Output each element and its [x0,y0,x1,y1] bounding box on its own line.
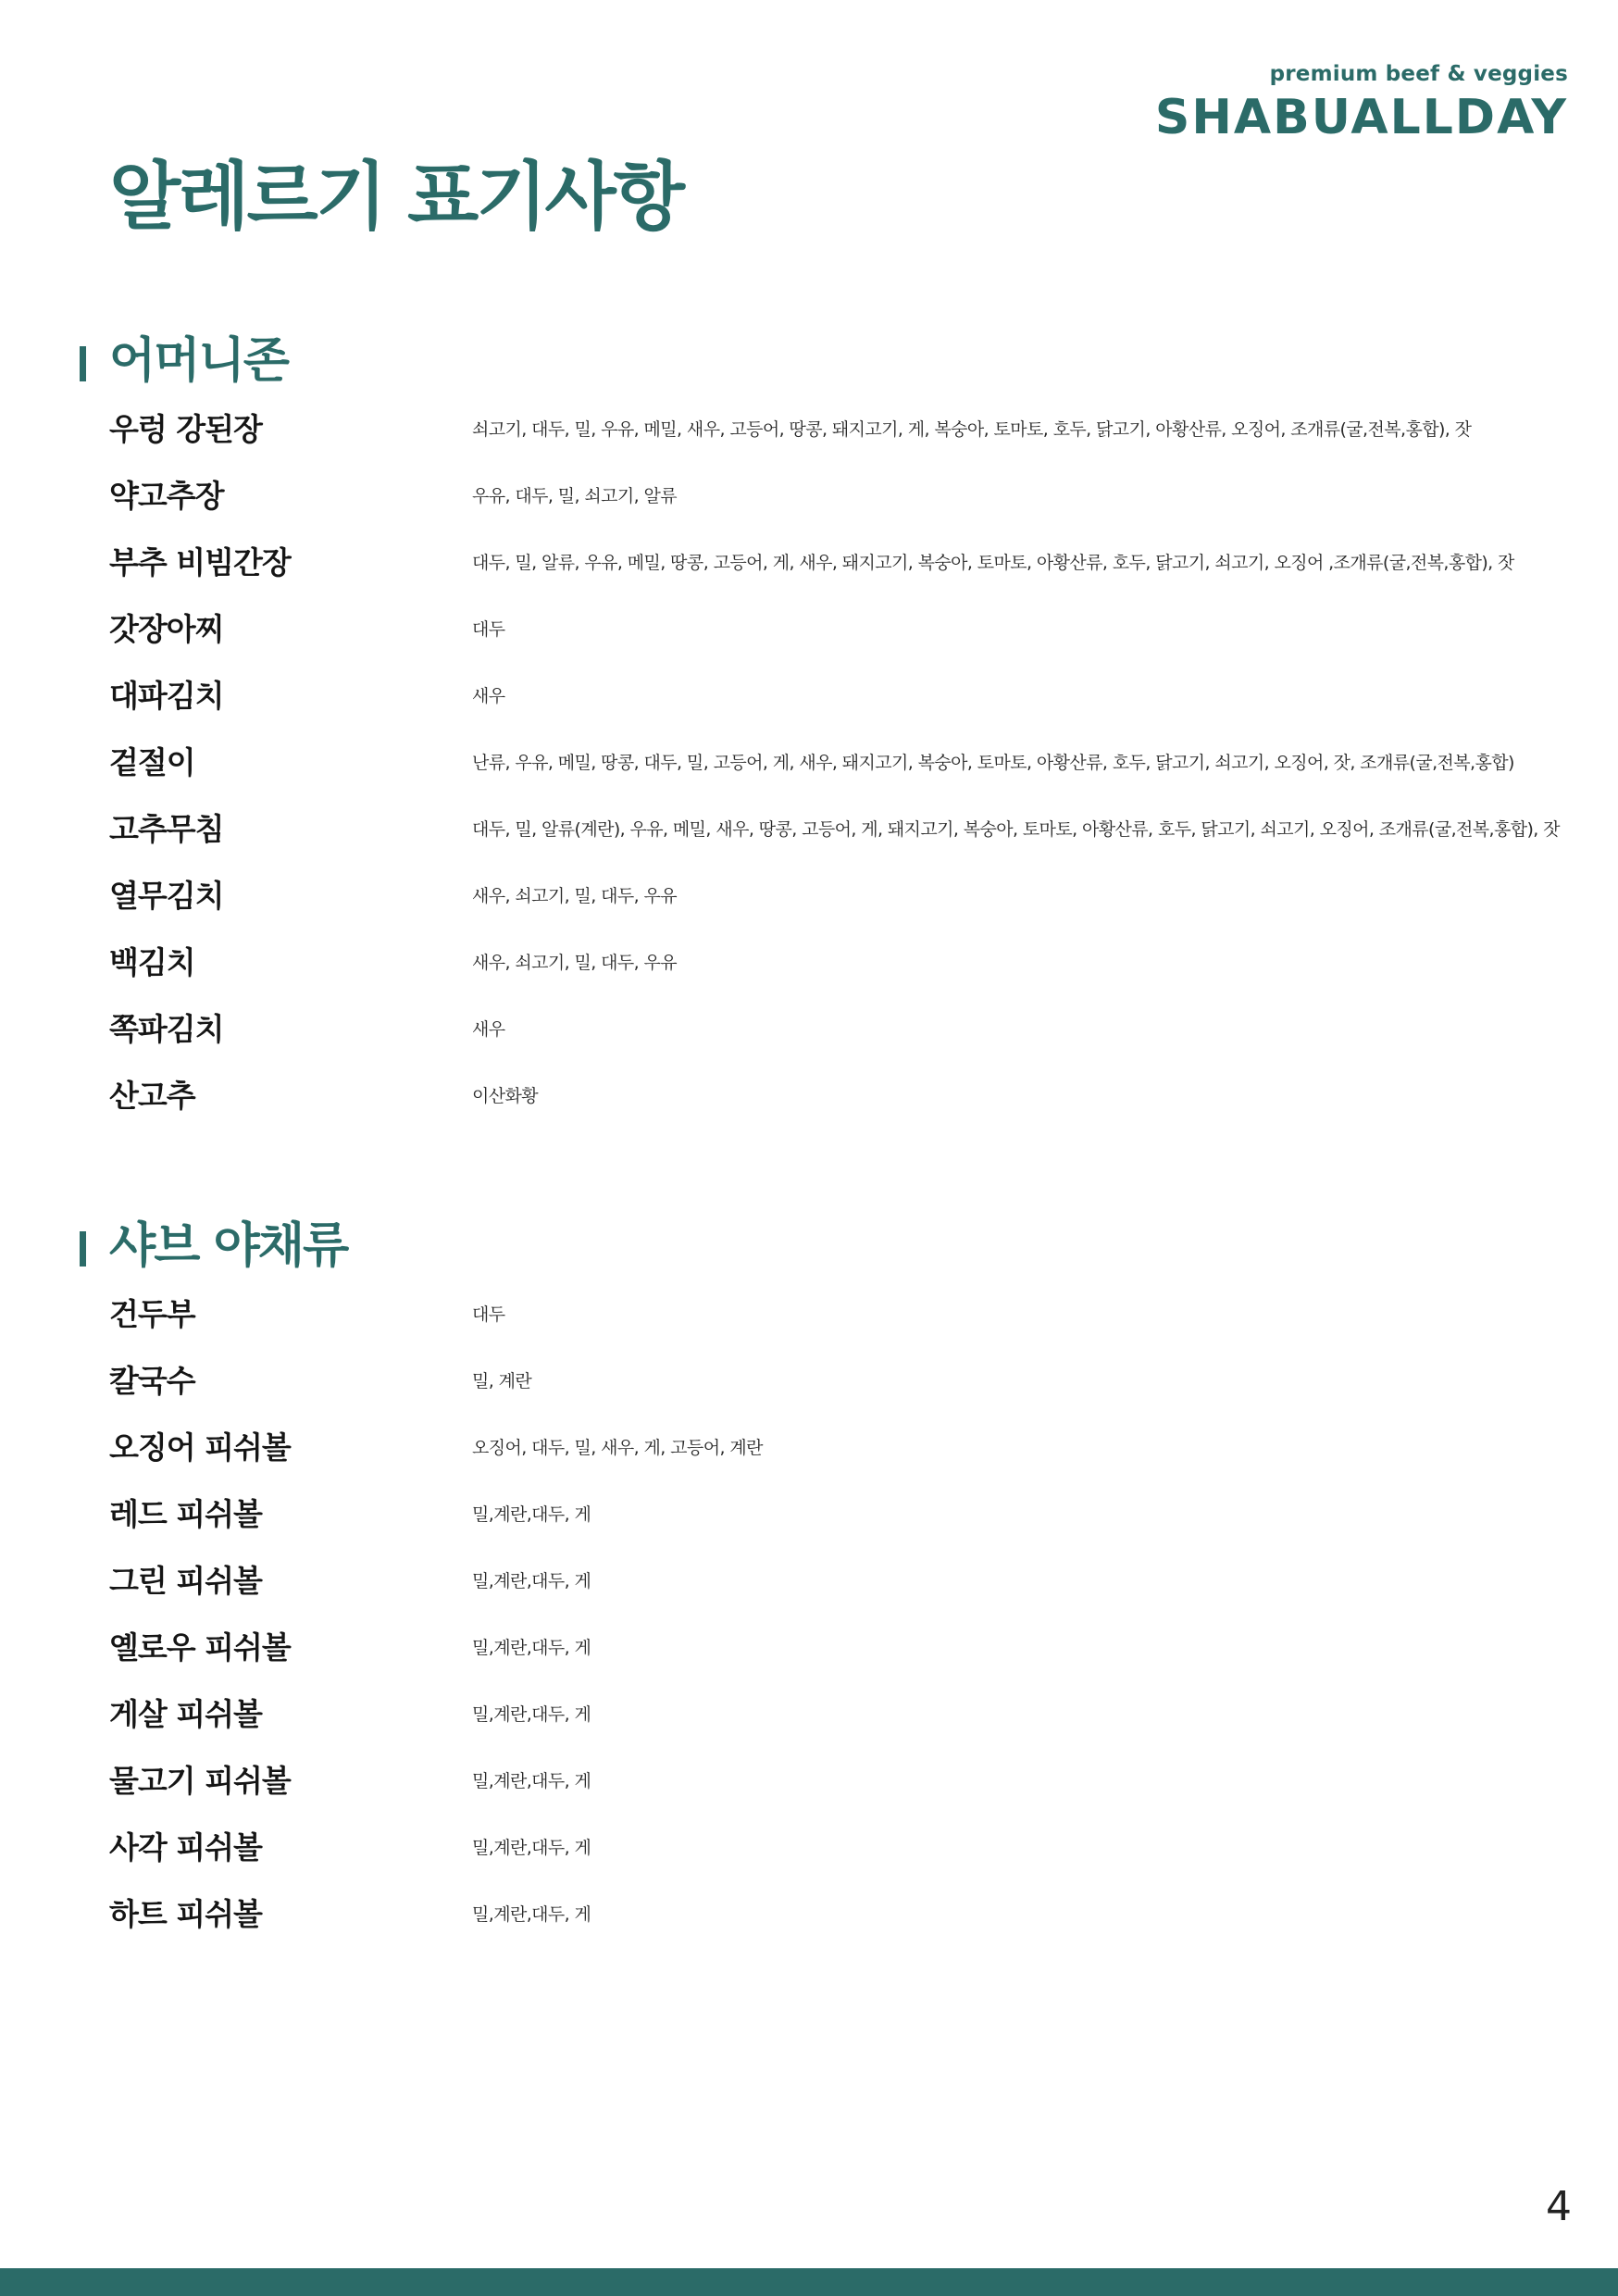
footer-bar [0,2268,1618,2296]
allergen-row [0,1681,1618,1748]
allergen-row [0,1063,1618,1129]
section-marker-bar [80,346,86,381]
item-allergens: 밀,계란,대두, 게 [472,1904,591,1925]
item-name: 부추 비빔간장 [109,544,291,580]
brand-tagline: premium beef & veggies [1269,62,1568,86]
item-allergens: 이산화황 [472,1086,539,1106]
allergen-row [0,1348,1618,1415]
allergen-row [0,663,1618,730]
allergen-row [0,1748,1618,1815]
page-number: 4 [1546,2183,1572,2230]
item-allergens: 새우, 쇠고기, 밀, 대두, 우유 [472,886,678,906]
allergen-row [0,1415,1618,1481]
item-name: 칼국수 [109,1363,195,1399]
section-heading [0,1211,1618,1281]
allergen-row [0,1815,1618,1881]
section-heading [0,326,1618,396]
item-allergens: 우유, 대두, 밀, 쇠고기, 알류 [472,486,678,506]
item-name: 레드 피쉬볼 [109,1496,262,1532]
item-allergens: 새우, 쇠고기, 밀, 대두, 우유 [472,953,678,973]
item-allergens: 밀,계란,대두, 게 [472,1771,591,1791]
item-allergens: 난류, 우유, 메밀, 땅콩, 대두, 밀, 고등어, 게, 새우, 돼지고기, 복숭아, 토마토, 아황산류, 호두, 닭고기, 쇠고기, 오징어, 잣, 조개류(굴,전복,홍합) [472,753,1514,773]
item-name: 열무김치 [109,878,224,914]
page-title: 알레르기 표기사항 [109,154,683,240]
item-name: 대파김치 [109,678,224,714]
allergen-row [0,463,1618,530]
item-allergens: 밀, 계란 [472,1371,532,1391]
item-name: 쪽파김치 [109,1011,224,1047]
allergen-list [0,1281,1618,1948]
allergen-row [0,1548,1618,1615]
item-name: 갓장아찌 [109,611,224,647]
allergen-row [0,396,1618,463]
brand-name: SHABUALLDAY [1154,90,1568,145]
item-name: 물고기 피쉬볼 [109,1763,291,1799]
item-name: 약고추장 [109,478,224,514]
allergen-row [0,1881,1618,1948]
allergen-row [0,730,1618,796]
brand-logo [1155,59,1568,144]
item-allergens: 새우 [472,1019,505,1040]
item-allergens: 밀,계란,대두, 게 [472,1638,591,1658]
section-shabu-vegetables [0,1211,1618,1948]
allergen-row [0,796,1618,863]
item-name: 사각 피쉬볼 [109,1829,262,1866]
item-allergens: 대두 [472,619,505,640]
allergen-row [0,996,1618,1063]
item-allergens: 대두 [472,1304,505,1325]
allergen-row [0,1481,1618,1548]
allergen-row [0,1281,1618,1348]
item-allergens: 밀,계란,대두, 게 [472,1838,591,1858]
item-allergens: 대두, 밀, 알류, 우유, 메밀, 땅콩, 고등어, 게, 새우, 돼지고기, 복숭아, 토마토, 아황산류, 호두, 닭고기, 쇠고기, 오징어 ,조개류(굴,전복,홍합), 잣 [472,553,1514,573]
allergen-list [0,396,1618,1129]
item-name: 산고추 [109,1078,195,1114]
item-name: 게살 피쉬볼 [109,1696,262,1732]
item-name: 오징어 피쉬볼 [109,1429,291,1466]
item-name: 우렁 강된장 [109,411,262,447]
section-eomeonizon [0,326,1618,1129]
allergen-row [0,1615,1618,1681]
allergen-row [0,596,1618,663]
item-name: 겉절이 [109,744,195,780]
item-allergens: 밀,계란,대두, 게 [472,1704,591,1725]
section-title: 샤브 야채류 [109,1218,348,1274]
item-name: 하트 피쉬볼 [109,1896,262,1932]
item-allergens: 밀,계란,대두, 게 [472,1571,591,1591]
section-marker-bar [80,1231,86,1267]
item-allergens: 밀,계란,대두, 게 [472,1504,591,1525]
item-name: 그린 피쉬볼 [109,1563,262,1599]
item-allergens: 오징어, 대두, 밀, 새우, 게, 고등어, 계란 [472,1438,763,1458]
allergen-row [0,863,1618,930]
item-name: 고추무침 [109,811,224,847]
item-name: 건두부 [109,1296,195,1332]
item-allergens: 쇠고기, 대두, 밀, 우유, 메밀, 새우, 고등어, 땅콩, 돼지고기, 게, 복숭아, 토마토, 호두, 닭고기, 아황산류, 오징어, 조개류(굴,전복,홍합), 잣 [472,419,1472,440]
item-allergens: 대두, 밀, 알류(계란), 우유, 메밀, 새우, 땅콩, 고등어, 게, 돼지고기, 복숭아, 토마토, 아황산류, 호두, 닭고기, 쇠고기, 오징어, 조개류(굴,전복,홍합), 잣 [472,819,1560,840]
item-name: 옐로우 피쉬볼 [109,1629,291,1666]
item-allergens: 새우 [472,686,505,706]
item-name: 백김치 [109,944,195,980]
allergen-row [0,930,1618,996]
allergen-row [0,530,1618,596]
section-title: 어머니존 [109,333,288,389]
